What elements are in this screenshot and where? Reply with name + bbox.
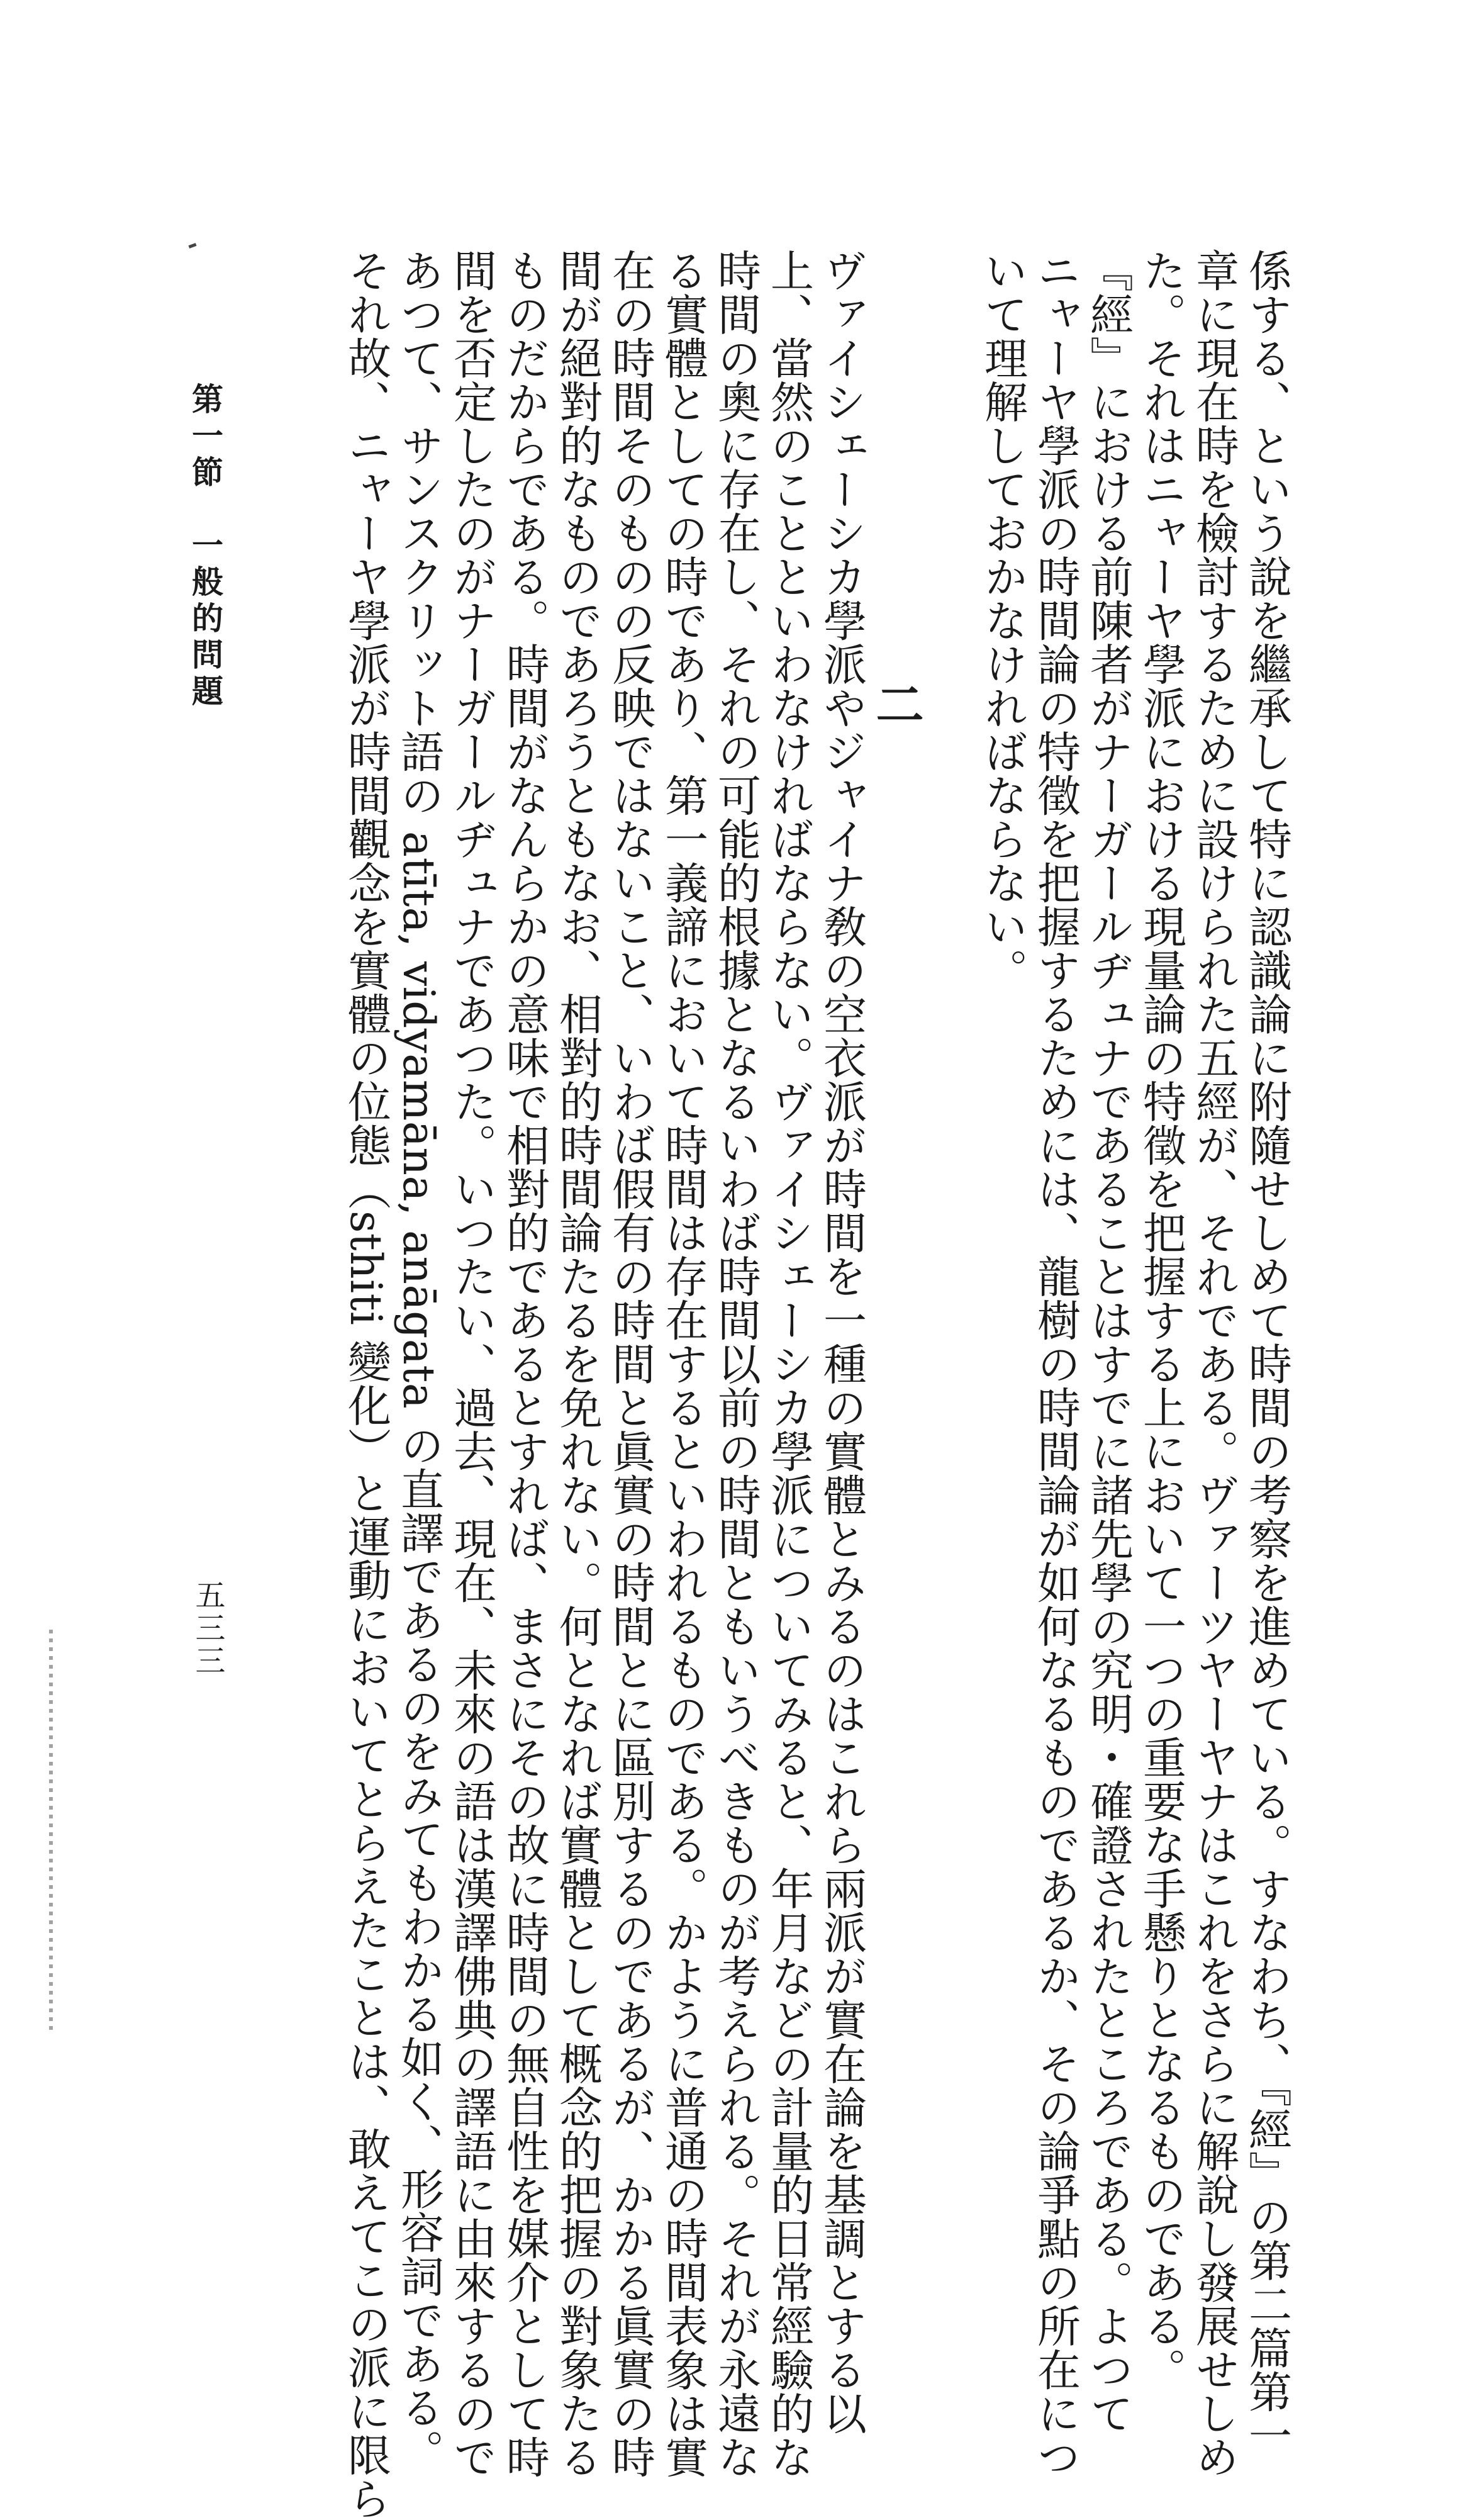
text-column: 係する、という說を繼承して特に認識論に附隨せしめて時間の考察を進めている。すなわち、『經』の第二篇第一	[1241, 249, 1291, 2457]
text-column: ヴァイシェーシカ學派やジャイナ敎の空衣派が時間を一種の實體とみるのはこれら兩派が實在論を基調とする以	[816, 249, 866, 2435]
text-column: ニャーヤ學派の時間論の特徵を把握するためには、龍樹の時間論が如何なるものであるか、その論爭點の所在につ	[1030, 249, 1080, 2479]
text-column: 間を否定したのがナーガールヂュナであつた。いつたい、過去、現在、未來の語は漢譯佛典の譯語に由來するので	[446, 249, 496, 2479]
text-column: た。それはニャーヤ學派における現量論の特徵を把握する上において一つの重要な手懸りとなるものである。	[1135, 249, 1186, 2392]
text-column: いて理解しておかなければならない。	[977, 249, 1027, 992]
text-column: る實體としての時であり、第一義諦において時間は存在するといわれるものである。かように普通の時間表象は實	[657, 249, 708, 2479]
text-column: あつて、サンスクリット語の atīta, vidyamāna, anāgata の直譯であるのをみてもわかる如く、形容詞である。	[393, 249, 443, 2473]
scan-speck	[189, 243, 197, 249]
text-column: 時間の奧に存在し、それの可能的根據となるいわば時間以前の時間ともいうべきものが考えられる。それが永遠な	[710, 249, 761, 2479]
running-title: 第一節 一般的問題	[187, 383, 224, 711]
text-column: 上、當然のことといわなければならない。ヴァイシェーシカ學派についてみると、年月などの計量的日常經驗的な	[763, 249, 813, 2479]
text-column: それ故、ニャーヤ學派が時間觀念を實體の位態（sthiti 變化）と運動においてとらえたことは、敢えてこの派に限ら	[340, 249, 391, 2520]
text-column: 在の時間そのものの反映ではないこと、いわば假有の時間と眞實の時間とに區別するのであるが、かかる眞實の時	[605, 249, 655, 2479]
section-number: 二	[868, 680, 924, 727]
scan-edge-artifact	[49, 1630, 53, 2032]
text-column: 『經』における前陳者がナーガールヂュナであることはすでに諸先學の究明・確證されたところである。よつて	[1083, 249, 1133, 2435]
text-column: ものだからである。時間がなんらかの意味で相對的であるとすれば、まさにその故に時間の無自性を媒介として時	[499, 249, 549, 2479]
text-column: 章に現在時を檢討するために設けられた五經が、それである。ヴァーツヤーヤナはこれをさらに解說し發展せしめ	[1188, 249, 1239, 2479]
page-number: 五三三	[190, 1579, 225, 1677]
text-column: 間が絕對的なものであろうともなお、相對的時間論たるを免れない。何となれば實體として概念的把握の對象たる	[552, 249, 602, 2479]
